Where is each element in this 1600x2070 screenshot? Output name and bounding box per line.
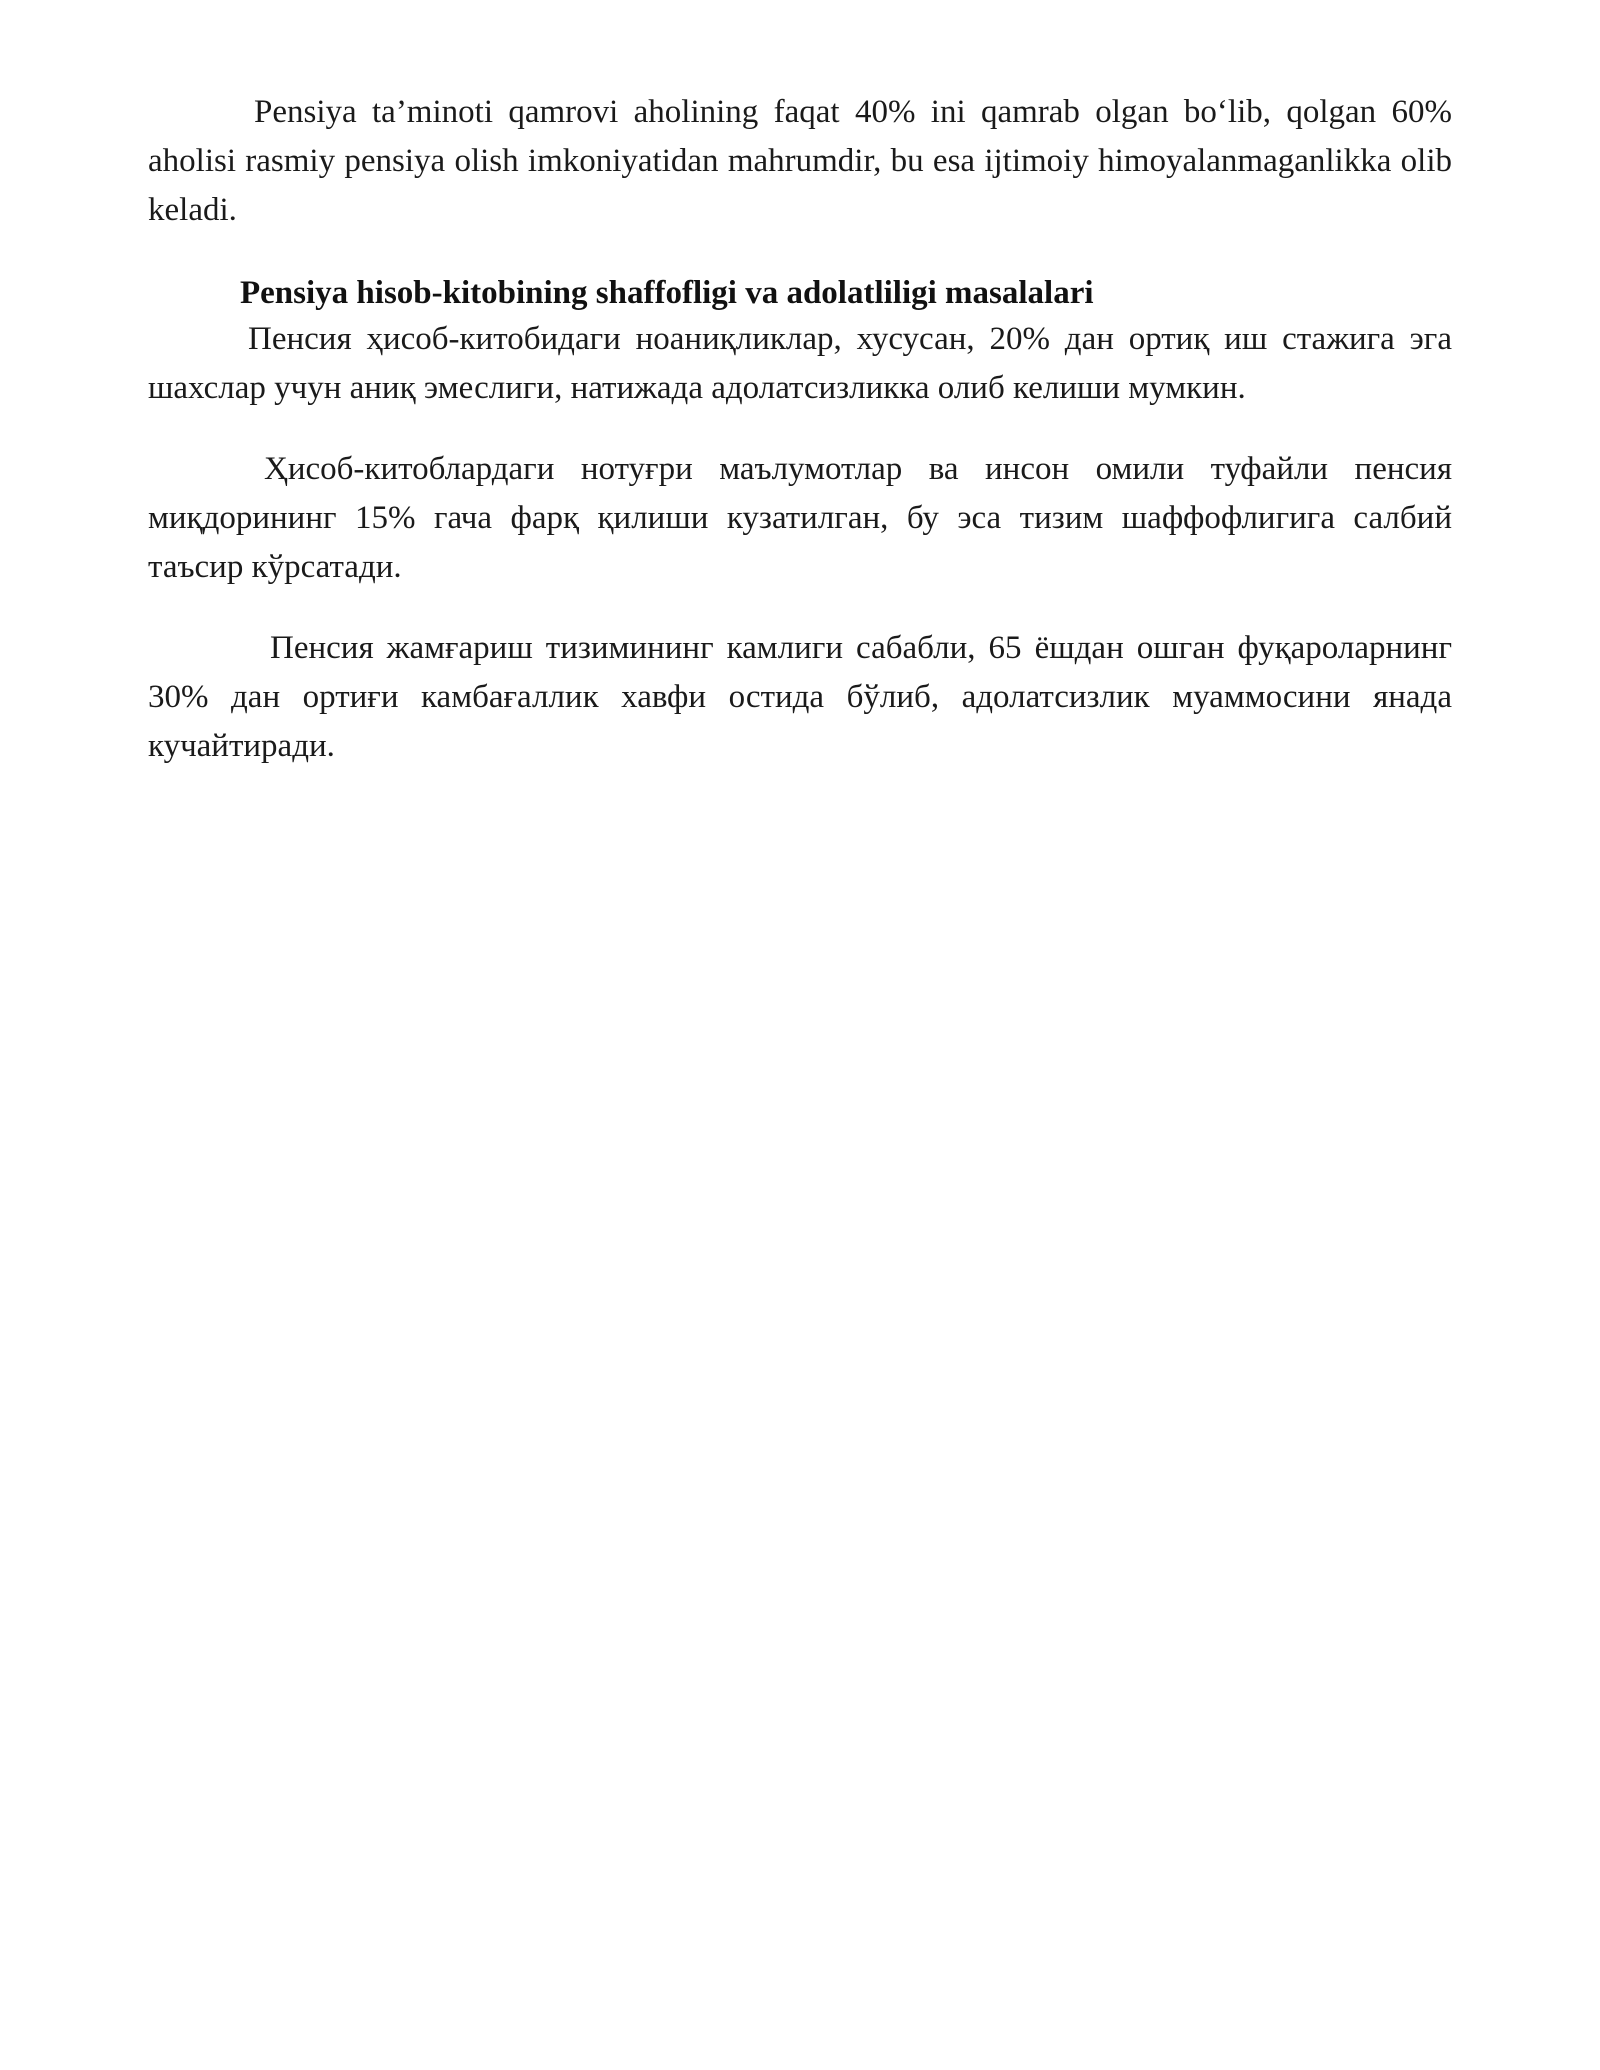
paragraph-calculation-inaccuracies: Пенсия ҳисоб-китобидаги ноаниқликлар, хусусан, 20% дан ортиқ иш стажига эга шахслар учун аниқ эмеслиги, натижада адолатсизликка олиб келиши мумкин. [148, 321, 1452, 406]
document-page [148, 88, 1452, 771]
paragraph-human-factor: Ҳисоб-китоблардаги нотуғри маълумотлар ва инсон омили туфайли пенсия миқдорининг 15% гача фарқ қилиши кузатилган, бу эса тизим шаффофлигига салбий таъсир кўрсатади. [148, 451, 1452, 585]
section-heading: Pensiya hisob-kitobining shaffofligi va adolatliligi masalalari [240, 275, 1094, 311]
paragraph-poverty-risk: Пенсия жамғариш тизимининг камлиги сабабли, 65 ёшдан ошган фуқароларнинг 30% дан ортиғи камбағаллик хавфи остида бўлиб, адолатсизлик муаммосини янада кучайтиради. [148, 630, 1452, 764]
paragraph-pension-coverage: Pensiya ta’minoti qamrovi aholining faqat 40% ini qamrab olgan bo‘lib, qolgan 60% aholisi rasmiy pensiya olish imkoniyatidan mahrumdir, bu esa ijtimoiy himoyalanmaganlikka olib keladi. [148, 94, 1452, 228]
